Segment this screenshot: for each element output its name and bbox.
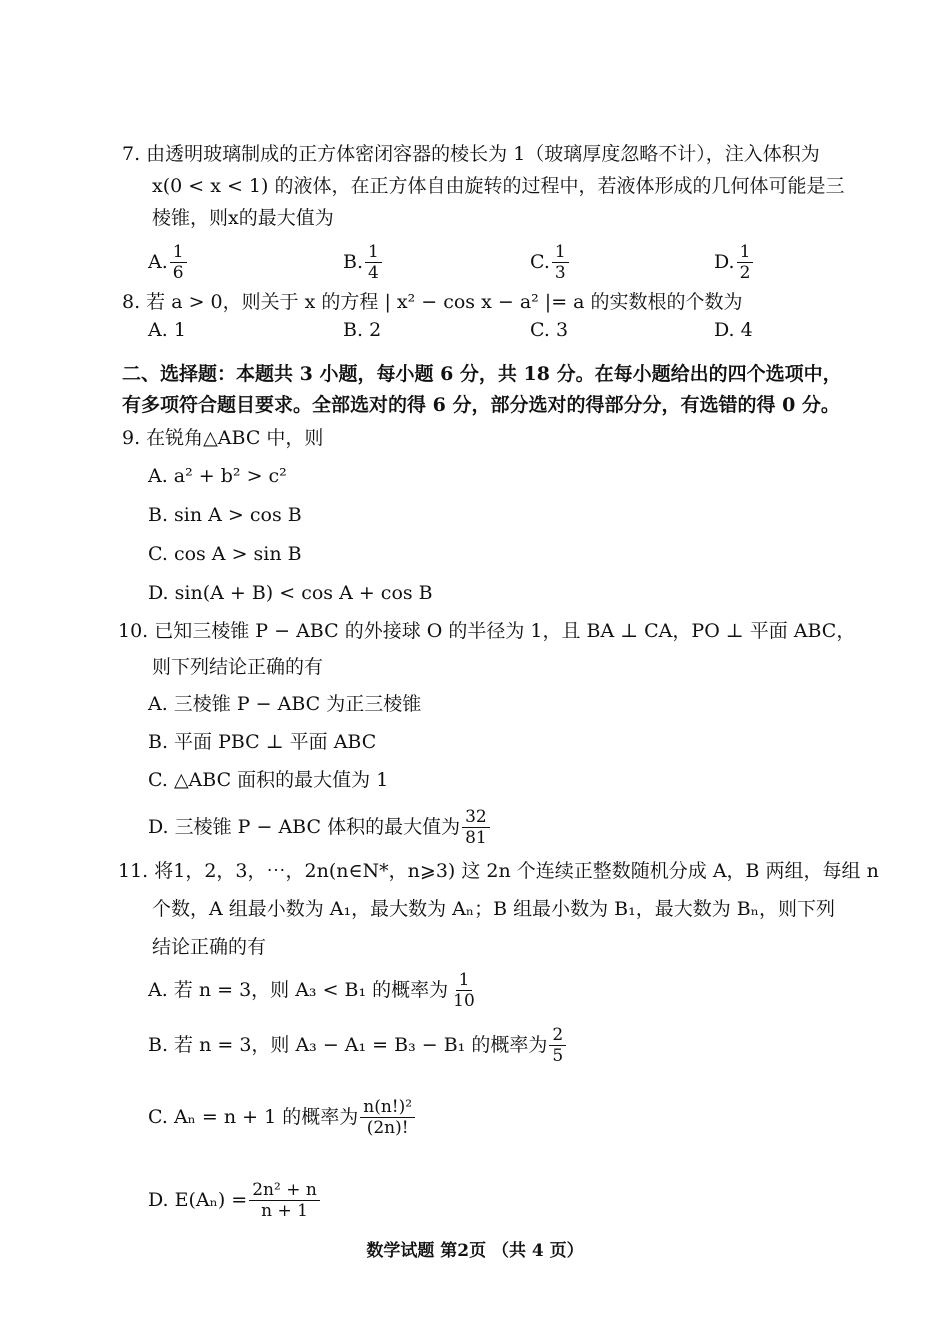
q8-option-d bbox=[714, 312, 753, 348]
q11-option-b bbox=[148, 1021, 568, 1069]
q7-option-d bbox=[714, 234, 755, 290]
q7-option-a bbox=[148, 234, 189, 290]
fraction bbox=[365, 242, 382, 283]
q9-option-c: C. cos A > sin B bbox=[148, 543, 302, 565]
q11-option-a bbox=[148, 966, 480, 1014]
q8-option-c bbox=[530, 312, 568, 348]
fraction-numerator: n(n!)² bbox=[360, 1097, 415, 1118]
fraction-denominator: 2 bbox=[739, 262, 751, 283]
fraction-numerator: 2 bbox=[549, 1025, 566, 1046]
q10-option-b: B. 平面 PBC ⊥ 平面 ABC bbox=[148, 731, 377, 753]
q9-option-a: A. a² + b² > c² bbox=[148, 465, 287, 487]
option-letter: A. bbox=[148, 251, 168, 273]
q10-line-1: 10. 已知三棱锥 P − ABC 的外接球 O 的半径为 1，且 BA ⊥ CA，PO ⊥ 平面 ABC， bbox=[118, 620, 856, 642]
section-2-heading-line-2: 有多项符合题目要求。全部选对的得 6 分，部分选对的得部分分，有选错的得 0 分。 bbox=[122, 394, 840, 416]
fraction-numerator: 1 bbox=[170, 242, 187, 263]
option-letter: D. bbox=[714, 319, 735, 341]
option-text: D. 三棱锥 P − ABC 体积的最大值为 bbox=[148, 816, 461, 838]
option-letter: B. bbox=[343, 319, 364, 341]
fraction-numerator: 1 bbox=[552, 242, 569, 263]
fraction-numerator: 1 bbox=[456, 970, 473, 991]
fraction-numerator: 1 bbox=[365, 242, 382, 263]
option-text: C. Aₙ = n + 1 的概率为 bbox=[148, 1106, 359, 1128]
q10-line-2: 则下列结论正确的有 bbox=[152, 656, 324, 678]
q7-line-2: x(0 < x < 1) 的液体，在正方体自由旋转的过程中，若液体形成的几何体可能是三 bbox=[152, 175, 845, 197]
fraction bbox=[737, 242, 754, 283]
fraction-denominator: (2n)! bbox=[366, 1117, 409, 1138]
q10-option-a: A. 三棱锥 P − ABC 为正三棱锥 bbox=[148, 693, 422, 715]
q11-option-d bbox=[148, 1174, 322, 1226]
option-text: B. 若 n = 3，则 A₃ − A₁ = B₃ − B₁ 的概率为 bbox=[148, 1034, 548, 1056]
option-letter: B. bbox=[343, 251, 364, 273]
q7-option-c bbox=[530, 234, 571, 290]
fraction bbox=[450, 970, 478, 1011]
fraction-denominator: 81 bbox=[465, 827, 487, 848]
section-2-heading-line-1: 二、选择题：本题共 3 小题，每小题 6 分，共 18 分。在每小题给出的四个选项中， bbox=[122, 363, 842, 385]
q9-option-b: B. sin A > cos B bbox=[148, 504, 302, 526]
fraction bbox=[462, 807, 490, 848]
option-letter: C. bbox=[530, 251, 550, 273]
fraction-denominator: n + 1 bbox=[261, 1200, 308, 1221]
option-value: 3 bbox=[555, 319, 569, 341]
fraction-numerator: 1 bbox=[737, 242, 754, 263]
fraction bbox=[170, 242, 187, 283]
q7-line-1: 7. 由透明玻璃制成的正方体密闭容器的棱长为 1（玻璃厚度忽略不计），注入体积为 bbox=[122, 143, 820, 165]
option-value: 1 bbox=[173, 319, 186, 341]
option-text: A. 若 n = 3，则 A₃ < B₁ 的概率为 bbox=[148, 979, 449, 1001]
page-footer: 数学试题 第2页 （共 4 页） bbox=[366, 1241, 584, 1261]
q7-line-3: 棱锥，则x的最大值为 bbox=[152, 207, 334, 229]
fraction-denominator: 6 bbox=[172, 262, 184, 283]
q8-stem: 8. 若 a > 0，则关于 x 的方程 | x² − cos x − a² |= a 的实数根的个数为 bbox=[122, 291, 743, 313]
fraction-numerator: 32 bbox=[462, 807, 490, 828]
option-value: 4 bbox=[740, 319, 753, 341]
fraction-denominator: 10 bbox=[453, 990, 475, 1011]
fraction bbox=[552, 242, 569, 283]
q7-option-b bbox=[343, 234, 384, 290]
option-letter: C. bbox=[530, 319, 550, 341]
q8-option-b bbox=[343, 312, 381, 348]
option-letter: A. bbox=[148, 319, 168, 341]
q8-option-a bbox=[148, 312, 186, 348]
fraction bbox=[249, 1180, 320, 1221]
fraction-denominator: 4 bbox=[368, 262, 379, 283]
fraction bbox=[360, 1097, 415, 1138]
option-letter: D. bbox=[714, 251, 735, 273]
q8-options bbox=[148, 312, 788, 348]
q10-option-c: C. △ABC 面积的最大值为 1 bbox=[148, 769, 389, 791]
fraction bbox=[549, 1025, 566, 1066]
fraction-denominator: 3 bbox=[554, 262, 566, 283]
option-text: D. E(Aₙ) = bbox=[148, 1189, 248, 1211]
option-value: 2 bbox=[369, 319, 382, 341]
fraction-numerator: 2n² + n bbox=[249, 1180, 320, 1201]
q9-stem: 9. 在锐角△ABC 中，则 bbox=[122, 427, 324, 449]
fraction-denominator: 5 bbox=[552, 1045, 564, 1066]
q11-line-2: 个数，A 组最小数为 A₁，最大数为 Aₙ；B 组最小数为 B₁，最大数为 Bₙ，则下列 bbox=[152, 898, 835, 920]
q11-option-c bbox=[148, 1091, 417, 1143]
q9-option-d: D. sin(A + B) < cos A + cos B bbox=[148, 582, 433, 604]
q7-options bbox=[148, 234, 788, 290]
q11-line-3: 结论正确的有 bbox=[152, 936, 267, 958]
q11-line-1: 11. 将1，2，3，⋯，2n(n∈N*，n⩾3) 这 2n 个连续正整数随机分成 A，B 两组，每组 n bbox=[118, 860, 879, 882]
q10-option-d bbox=[148, 805, 492, 849]
